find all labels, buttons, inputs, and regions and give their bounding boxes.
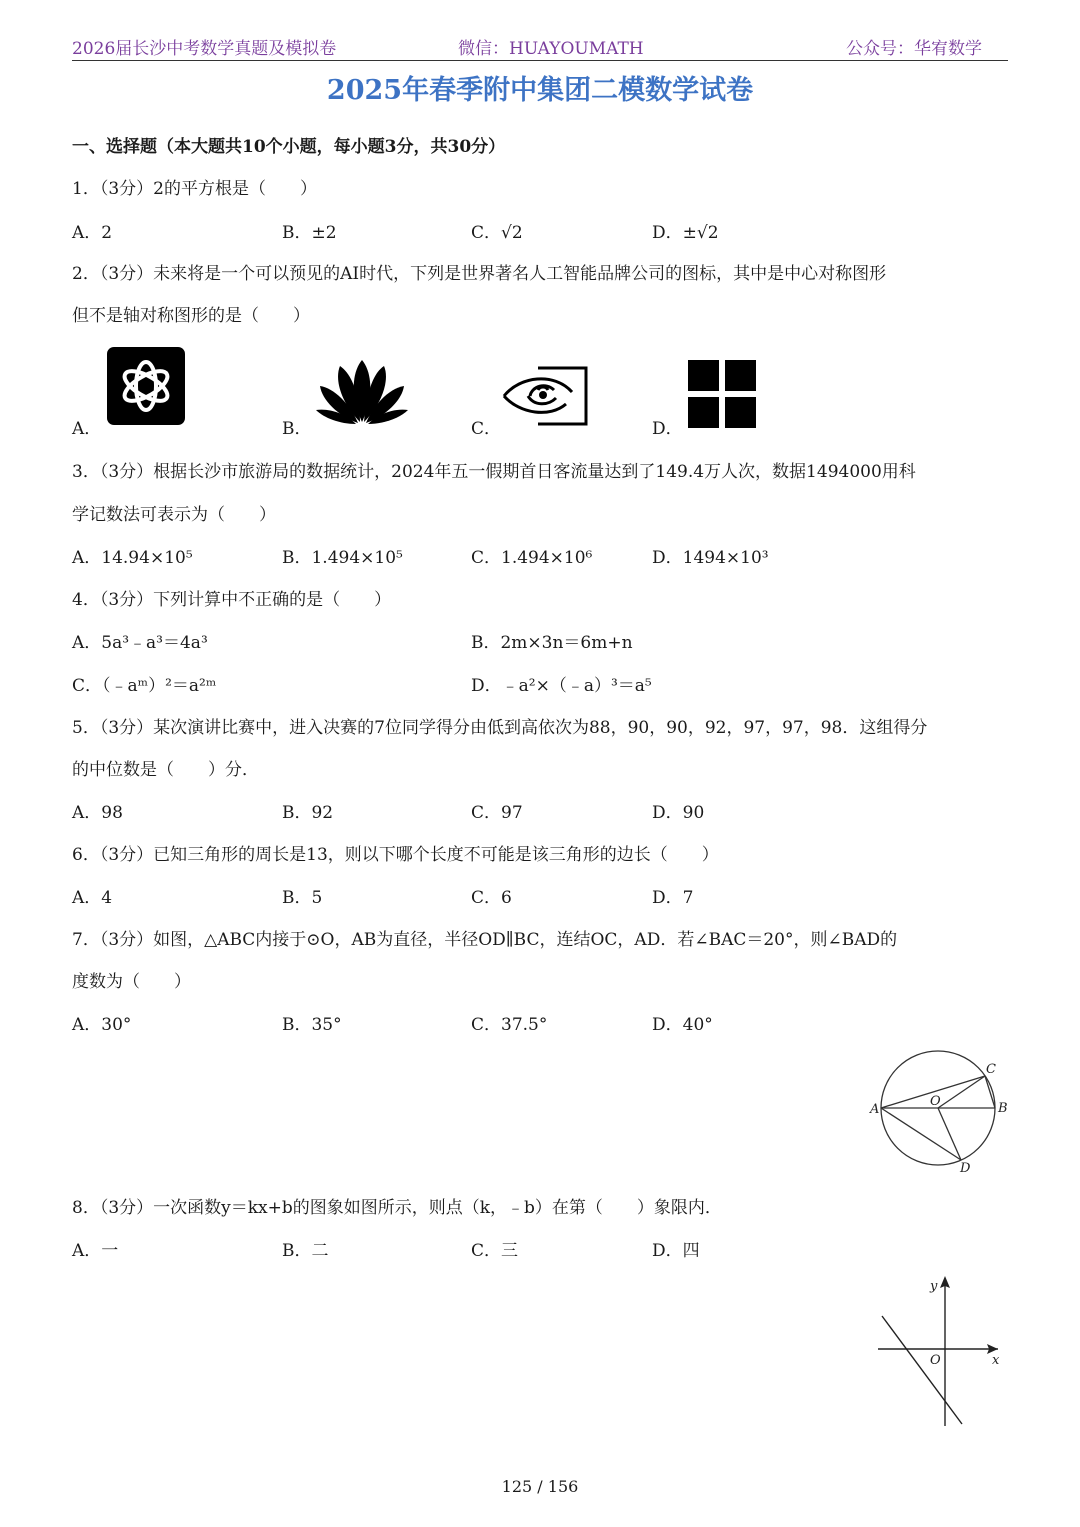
- q1-option-a: A．2: [72, 223, 113, 243]
- q6-option-d: D．7: [652, 888, 694, 908]
- q7-option-c: C．37.5°: [471, 1015, 548, 1035]
- question-7-stem-line2: 度数为（ ）: [72, 972, 191, 992]
- q5-option-d: D．90: [652, 803, 705, 823]
- q4-option-a: A．5a³﹣a³＝4a³: [72, 633, 208, 653]
- q6-option-b: B．5: [282, 888, 323, 908]
- knot-logo-icon: [106, 346, 186, 426]
- q1-option-d: D．±√2: [652, 223, 719, 243]
- q8-linear-graph-figure: [872, 1272, 1008, 1432]
- header-right: 公众号：华宥数学: [846, 39, 982, 59]
- question-4-stem: 4．（3分）下列计算中不正确的是（ ）: [72, 590, 392, 610]
- q2-option-d: D．: [652, 419, 683, 439]
- question-5-stem-line1: 5．（3分）某次演讲比赛中，进入决赛的7位同学得分由低到高依次为88，90，90，92，97，97，98．这组得分: [72, 718, 928, 738]
- q3-option-a: A．14.94×10⁵: [72, 548, 193, 568]
- q8-label-y: y: [930, 1279, 938, 1294]
- petal-fan-logo-icon: [314, 356, 410, 426]
- header-center: 微信：HUAYOUMATH: [458, 39, 644, 59]
- question-8-stem: 8．（3分）一次函数y＝kx+b的图象如图所示，则点（k，﹣b）在第（ ）象限内．: [72, 1198, 722, 1218]
- q7-label-c: C: [986, 1062, 996, 1077]
- q7-label-d: D: [960, 1161, 971, 1176]
- q8-option-d: D．四: [652, 1241, 700, 1261]
- header-divider: [72, 60, 1008, 61]
- q2-option-c: C．: [471, 419, 502, 439]
- question-2-stem-line2: 但不是轴对称图形的是（ ）: [72, 306, 310, 326]
- q8-label-o: O: [930, 1353, 941, 1368]
- q8-label-x: x: [992, 1353, 1000, 1368]
- four-squares-logo-icon: [688, 360, 756, 428]
- q1-option-c: C．√2: [471, 223, 523, 243]
- q8-option-a: A．一: [72, 1241, 119, 1261]
- page-title: 2025年春季附中集团二模数学试卷: [326, 75, 754, 106]
- page-number: 125 / 156: [501, 1477, 579, 1496]
- q8-option-b: B．二: [282, 1241, 329, 1261]
- q7-label-b: B: [998, 1101, 1008, 1116]
- eye-logo-icon: [500, 364, 592, 428]
- q4-option-b: B．2m×3n＝6m+n: [471, 633, 633, 653]
- section-heading: 一、选择题（本大题共10个小题，每小题3分，共30分）: [72, 137, 506, 157]
- q4-option-c: C．（﹣aᵐ）²＝a²ᵐ: [72, 676, 217, 696]
- q7-option-b: B．35°: [282, 1015, 342, 1035]
- header-left: 2026届长沙中考数学真题及模拟卷: [72, 39, 337, 59]
- question-2-stem-line1: 2．（3分）未来将是一个可以预见的AI时代，下列是世界著名人工智能品牌公司的图标，其中是中心对称图形: [72, 264, 887, 284]
- question-6-stem: 6．（3分）已知三角形的周长是13，则以下哪个长度不可能是该三角形的边长（ ）: [72, 845, 719, 865]
- q7-label-a: A: [870, 1102, 880, 1117]
- question-7-stem-line1: 7．（3分）如图，△ABC内接于⊙O，AB为直径，半径OD∥BC，连结OC，AD．若∠BAC＝20°，则∠BAD的: [72, 930, 898, 950]
- q3-option-c: C．1.494×10⁶: [471, 548, 593, 568]
- question-5-stem-line2: 的中位数是（ ）分．: [72, 760, 259, 780]
- q7-option-d: D．40°: [652, 1015, 713, 1035]
- q5-option-c: C．97: [471, 803, 523, 823]
- q2-option-a: A．: [72, 419, 102, 439]
- question-1-stem: 1．（3分）2的平方根是（ ）: [72, 179, 317, 199]
- q3-option-b: B．1.494×10⁵: [282, 548, 403, 568]
- q1-option-b: B．±2: [282, 223, 337, 243]
- q6-option-c: C．6: [471, 888, 512, 908]
- q2-option-b: B．: [282, 419, 312, 439]
- q7-circle-figure: [866, 1048, 1016, 1176]
- question-3-stem-line1: 3．（3分）根据长沙市旅游局的数据统计，2024年五一假期首日客流量达到了149.4万人次，数据1494000用科: [72, 462, 916, 482]
- q5-option-b: B．92: [282, 803, 334, 823]
- q6-option-a: A．4: [72, 888, 113, 908]
- question-3-stem-line2: 学记数法可表示为（ ）: [72, 505, 276, 525]
- q3-option-d: D．1494×10³: [652, 548, 769, 568]
- q4-option-d: D．﹣a²×（﹣a）³＝a⁵: [471, 676, 652, 696]
- q8-option-c: C．三: [471, 1241, 519, 1261]
- q5-option-a: A．98: [72, 803, 123, 823]
- q7-label-o: O: [930, 1094, 941, 1109]
- q7-option-a: A．30°: [72, 1015, 132, 1035]
